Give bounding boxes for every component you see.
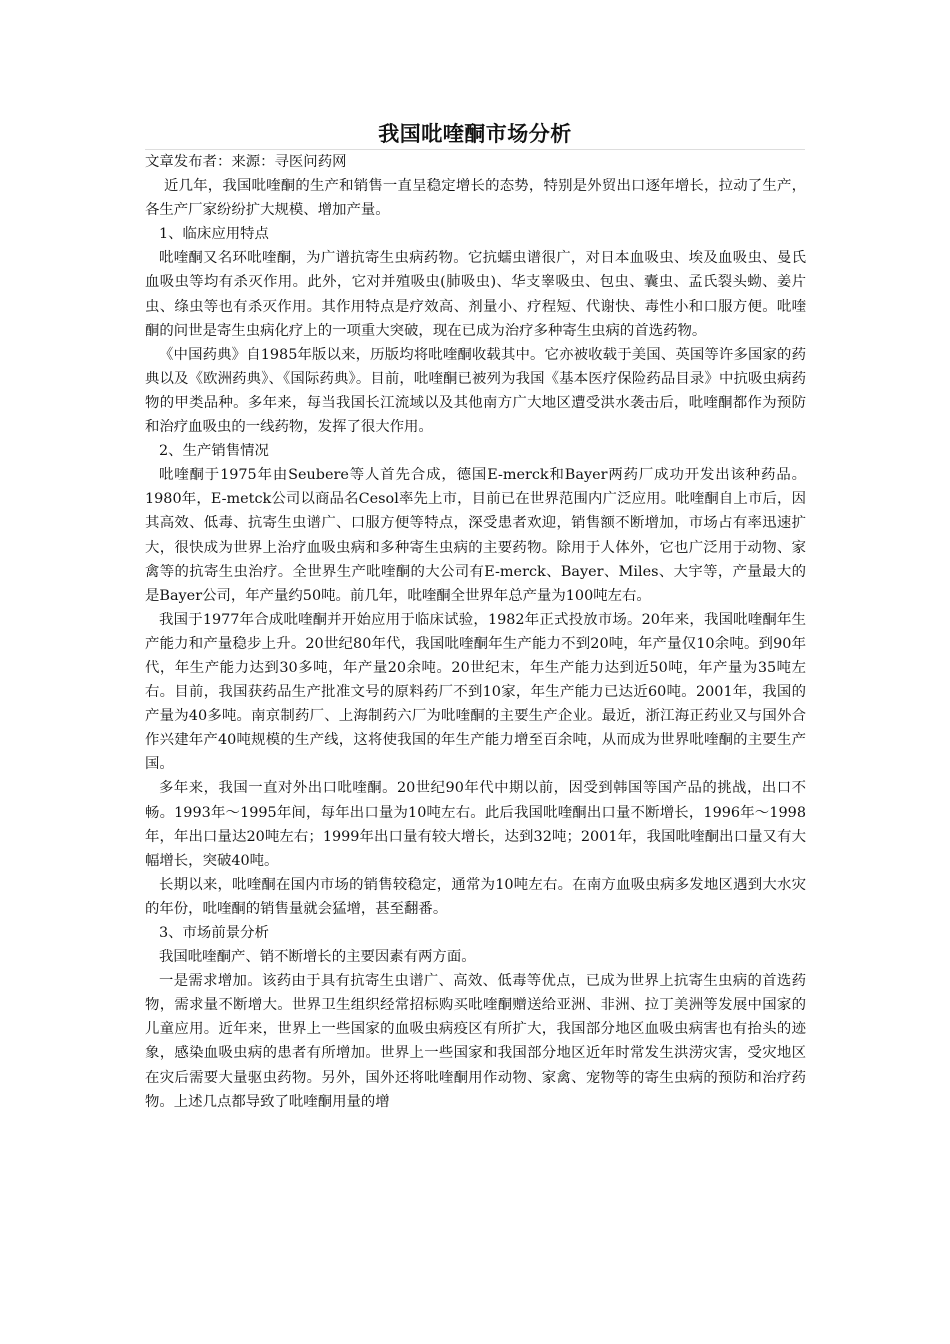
paragraph-world-production: 吡喹酮于1975年由Seubere等人首先合成，德国E-merck和Bayer两药厂成功开发出该种药品。1980年，E-metck公司以商品名Cesol率先上市，目前已在世界范围内广泛应用。吡喹酮自上市后，因其高效、低毒、抗寄生虫谱广、口服方便等特点，深受患者欢迎，销售额不断增加，市场占有率迅速扩大，很快成为世界上治疗血吸虫病和多种寄生虫病的主要药物。除用于人体外，它也广泛用于动物、家禽等的抗寄生虫治疗。全世界生产吡喹酮的大公司有E-merck、Bayer、Miles、大宇等，产量最大的是Bayer公司，年产量约50吨。前几年，吡喹酮全世界年总产量为100吨左右。	[145, 467, 806, 604]
section-heading-outlook: 3、市场前景分析	[159, 925, 269, 941]
section-heading-production: 2、生产销售情况	[159, 443, 269, 460]
paragraph-export: 多年来，我国一直对外出口吡喹酮。20世纪90年代中期以前，因受到韩国等国产品的挑战，出口不畅。1993年～1995年间，每年出口量为10吨左右。此后我国吡喹酮出口量不断增长，1996年～1998年，年出口量达20吨左右；1999年出口量有较大增长，达到32吨；2001年，我国吡喹酮出口量又有大幅增长，突破40吨。	[145, 780, 806, 869]
paragraph-growth-factors: 我国吡喹酮产、销不断增长的主要因素有两方面。	[159, 949, 476, 966]
paragraph-china-production: 我国于1977年合成吡喹酮并开始应用于临床试验，1982年正式投放市场。20年来，我国吡喹酮年生产能力和产量稳步上升。20世纪80年代，我国吡喹酮年生产能力不到20吨，年产量仅10余吨。到90年代，年生产能力达到30多吨，年产量20余吨。20世纪末，年生产能力达到近50吨，年产量为35吨左右。目前，我国获药品生产批准文号的原料药厂不到10家，年生产能力已达近60吨。2001年，我国的产量为40多吨。南京制药厂、上海制药六厂为吡喹酮的主要生产企业。最近，浙江海正药业又与国外合作兴建年产40吨规模的生产线，这将使我国的年生产能力增至百余吨，从而成为世界吡喹酮的主要生产国。	[145, 611, 806, 773]
paragraph-pharmacopoeia: 《中国药典》自1985年版以来，历版均将吡喹酮收载其中。它亦被收载于美国、英国等许多国家的药典以及《欧洲药典》、《国际药典》。目前，吡喹酮已被列为我国《基本医疗保险药品目录》中抗吸虫病药物的甲类品种。多年来，每当我国长江流域以及其他南方广大地区遭受洪水袭击后，吡喹酮都作为预防和治疗血吸虫的一线药物，发挥了很大作用。	[145, 346, 806, 436]
paragraph-intro: 近几年，我国吡喹酮的生产和销售一直呈稳定增长的态势，特别是外贸出口逐年增长，拉动了生产，各生产厂家纷纷扩大规模、增加产量。	[145, 178, 806, 219]
paragraph-clinical-features: 吡喹酮又名环吡喹酮，为广谱抗寄生虫病药物。它抗蠕虫谱很广，对日本血吸虫、埃及血吸虫、曼氏血吸虫等均有杀灭作用。此外，它对并殖吸虫(肺吸虫)、华支睾吸虫、包虫、囊虫、孟氏裂头蚴、姜片虫、绦虫等也有杀灭作用。其作用特点是疗效高、剂量小、疗程短、代谢快、毒性小和口服方便。吡喹酮的问世是寄生虫病化疗上的一项重大突破，现在已成为治疗多种寄生虫病的首选药物。	[145, 250, 806, 339]
byline: 文章发布者：来源：寻医问药网	[145, 154, 347, 170]
page-title: 我国吡喹酮市场分析	[378, 121, 572, 146]
article-body	[145, 150, 806, 1114]
paragraph-demand: 一是需求增加。该药由于具有抗寄生虫谱广、高效、低毒等优点，已成为世界上抗寄生虫病的首选药物，需求量不断增大。世界卫生组织经常招标购买吡喹酮赠送给亚洲、非洲、拉丁美洲等发展中国家的儿童应用。近年来，世界上一些国家的血吸虫病疫区有所扩大，我国部分地区血吸虫病害也有抬头的迹象，感染血吸虫病的患者有所增加。世界上一些国家和我国部分地区近年时常发生洪涝灾害，受灾地区在灾后需要大量驱虫药物。另外，国外还将吡喹酮用作动物、家禽、宠物等的寄生虫病的预防和治疗药物。上述几点都导致了吡喹酮用量的增	[145, 973, 806, 1110]
section-heading-clinical: 1、临床应用特点	[159, 226, 269, 243]
paragraph-domestic-sales: 长期以来，吡喹酮在国内市场的销售较稳定，通常为10吨左右。在南方血吸虫病多发地区遇到大水灾的年份，吡喹酮的销售量就会猛增，甚至翻番。	[145, 876, 806, 917]
